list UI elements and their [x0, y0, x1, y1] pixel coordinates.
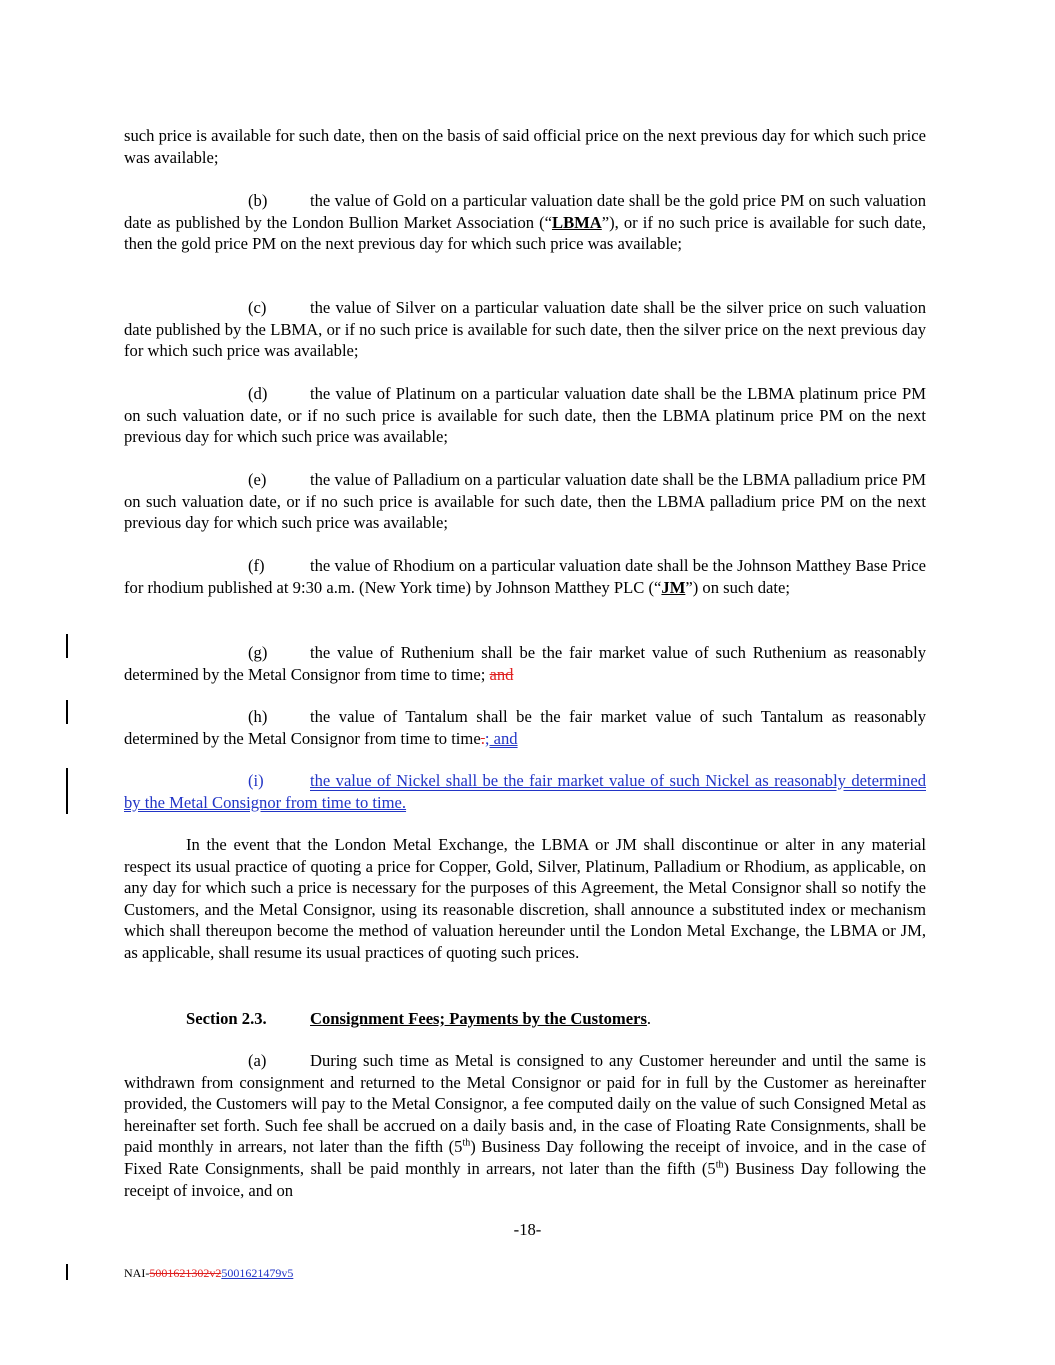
- label-f: (f): [248, 556, 265, 575]
- label-d: (d): [248, 384, 268, 403]
- paragraph-f: (f) the value of Rhodium on a particular valuation date shall be the Johnson Matthey Base Price for rhodium published at 9:30 a.m. (New York time) by Johnson Matthey PLC (“JM”) on such date;: [124, 556, 926, 597]
- paragraph-event: In the event that the London Metal Exchange, the LBMA or JM shall discontinue or alter in any material respect its usual practice of quoting a price for Copper, Gold, Silver, Platinum, Palladium or Rhodium, as applicable, on any day for which such a price is necessary for the purposes of this Agreement, the Metal Consignor shall so notify the Customers, and the Metal Consignor, using its reasonable discretion, shall announce a substituted index or mechanism which shall thereupon become the method of valuation hereunder until the London Metal Exchange, the LBMA or JM, as applicable, shall resume its usual practices of quoting such prices.: [124, 835, 926, 962]
- deleted-text: .: [480, 728, 485, 748]
- section-number: Section 2.3.: [186, 1009, 267, 1028]
- section-title: Consignment Fees; Payments by the Customers: [310, 1009, 647, 1028]
- inserted-text: ; and: [484, 728, 518, 748]
- change-bar-h: [66, 700, 68, 724]
- paragraph-c: (c) the value of Silver on a particular valuation date shall be the silver price on such valuation date published by the LBMA, or if no such price is available for such date, then the silver price on the next previous day for which such price was available;: [124, 298, 926, 361]
- label-a: (a): [248, 1051, 267, 1070]
- paragraph-e: (e) the value of Palladium on a particular valuation date shall be the LBMA palladium price PM on such valuation date, or if no such price is available for such date, then the LBMA palladium price PM on the next previous day for which such price was available;: [124, 470, 926, 533]
- paragraph-a: (a) During such time as Metal is consigned to any Customer hereunder and until the same is withdrawn from consignment and returned to the Metal Consignor or paid for in full by the Customer as hereinafter provided, the Customers will pay to the Metal Consignor, a fee computed daily on the value of such Consigned Metal as hereinafter set forth. Such fee shall be accrued on a daily basis and, in the case of Floating Rate Consignments, shall be paid monthly in arrears, not later than the fifth (5th) Business Day following the receipt of invoice, and in the case of Fixed Rate Consignments, shall be paid monthly in arrears, not later than the fifth (5th) Business Day following the receipt of invoice, and on: [124, 1051, 926, 1200]
- page-number: -18-: [513, 1220, 542, 1239]
- paragraph-h: (h) the value of Tantalum shall be the fair market value of such Tantalum as reasonably determined by the Metal Consignor from time to time.; and: [124, 707, 926, 748]
- change-bar-g: [66, 634, 68, 658]
- document-footer-id: NAI-5001621302v25001621479v5: [124, 1266, 294, 1280]
- label-b: (b): [248, 191, 268, 210]
- paragraph-g: (g) the value of Ruthenium shall be the fair market value of such Ruthenium as reasonably determined by the Metal Consignor from time to time; and: [124, 643, 926, 684]
- defined-term-jm: JM: [661, 577, 686, 597]
- label-g: (g): [248, 643, 268, 662]
- paragraph-i-inserted: (i) the value of Nickel shall be the fair market value of such Nickel as reasonably determined by the Metal Consignor from time to time.: [124, 771, 926, 812]
- change-bar-i: [66, 768, 68, 814]
- defined-term-lbma: LBMA: [552, 212, 602, 232]
- label-i: (i): [248, 771, 264, 790]
- deleted-text: and: [489, 664, 514, 684]
- label-c: (c): [248, 298, 267, 317]
- label-h: (h): [248, 707, 268, 726]
- section-heading: Section 2.3. Consignment Fees; Payments by the Customers.: [186, 1009, 652, 1028]
- deleted-doc-id: 5001621302v2: [149, 1266, 222, 1280]
- inserted-doc-id: 5001621479v5: [221, 1266, 294, 1280]
- change-bar-footer: [66, 1264, 68, 1280]
- label-e: (e): [248, 470, 267, 489]
- paragraph-b: (b) the value of Gold on a particular valuation date shall be the gold price PM on such valuation date as published by the London Bullion Market Association (“LBMA”), or if no such price is available for such date, then the gold price PM on the next previous day for which such price was available;: [124, 191, 926, 254]
- paragraph-continued: such price is available for such date, then on the basis of said official price on the next previous day for which such price was available;: [124, 126, 926, 167]
- paragraph-d: (d) the value of Platinum on a particular valuation date shall be the LBMA platinum price PM on such valuation date, or if no such price is available for such date, then the LBMA platinum price PM on the next previous day for which such price was available;: [124, 384, 926, 447]
